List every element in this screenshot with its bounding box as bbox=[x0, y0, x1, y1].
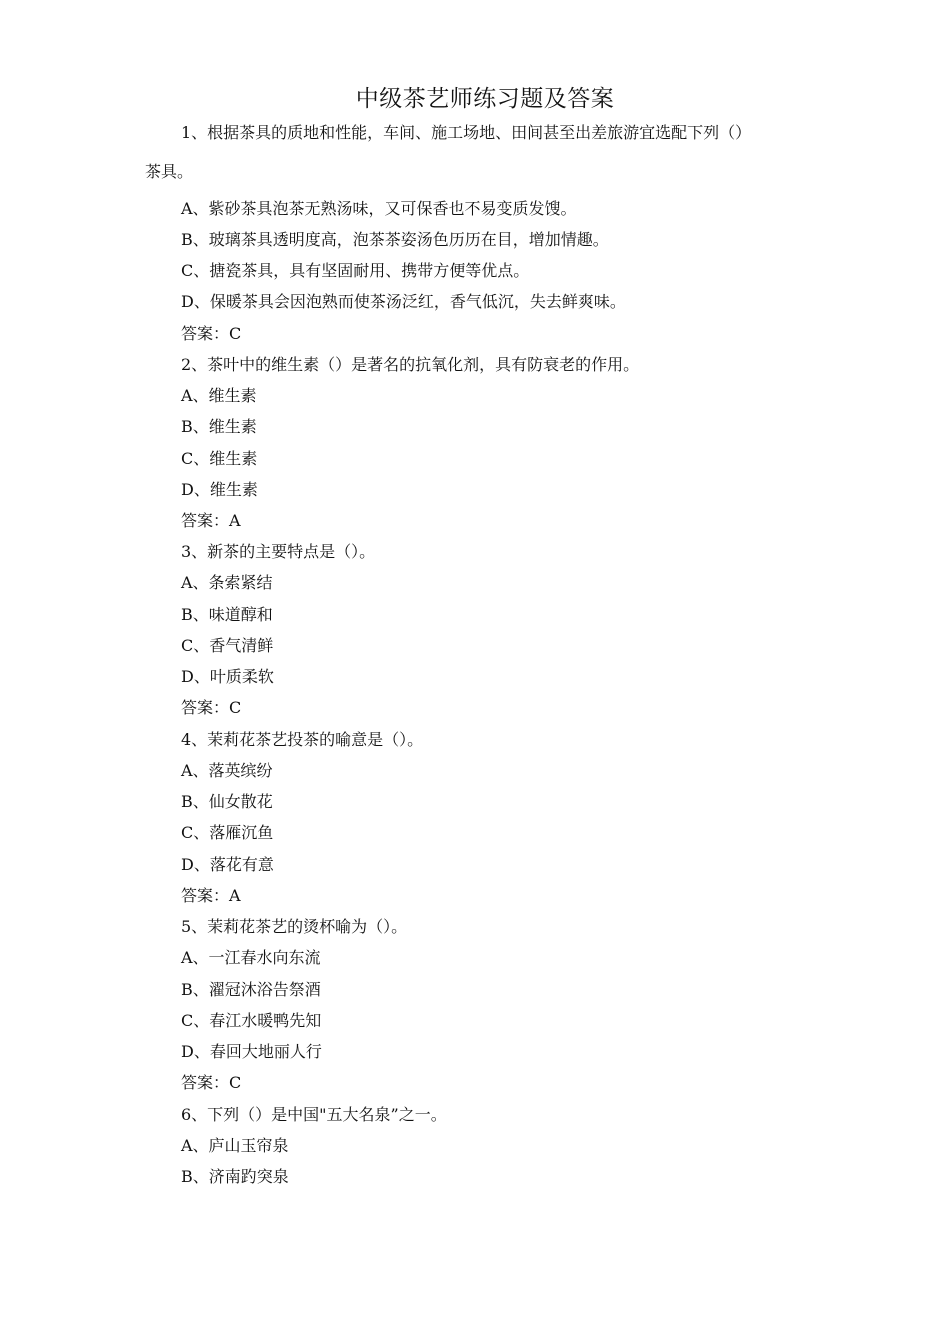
question-3-option-d: D、叶质柔软 bbox=[181, 667, 274, 686]
question-1-stem: 1、根据茶具的质地和性能，车间、施工场地、田间甚至出差旅游宜选配下列（） bbox=[181, 123, 752, 142]
question-4-answer: 答案：A bbox=[181, 886, 241, 905]
question-3-answer: 答案：C bbox=[181, 698, 242, 717]
document-title: 中级茶艺师练习题及答案 bbox=[355, 86, 615, 112]
question-1-answer: 答案：C bbox=[181, 324, 242, 343]
question-2-option-b: B、维生素 bbox=[181, 417, 257, 436]
question-3-stem: 3、新茶的主要特点是（）。 bbox=[181, 542, 376, 561]
question-4-option-a: A、落英缤纷 bbox=[181, 761, 273, 780]
question-6-option-b: B、济南趵突泉 bbox=[181, 1167, 289, 1186]
question-2-option-d: D、维生素 bbox=[181, 480, 258, 499]
question-4-stem: 4、茉莉花茶艺投茶的喻意是（）。 bbox=[181, 730, 424, 749]
question-5-option-d: D、春回大地丽人行 bbox=[181, 1042, 322, 1061]
question-3-option-c: C、香气清鲜 bbox=[181, 636, 274, 655]
question-1-option-b: B、玻璃茶具透明度高，泡茶茶姿汤色历历在目，增加情趣。 bbox=[181, 230, 609, 249]
question-5-option-a: A、一江春水向东流 bbox=[181, 948, 321, 967]
question-5-answer: 答案：C bbox=[181, 1073, 242, 1092]
question-5-stem: 5、茉莉花茶艺的烫杯喻为（）。 bbox=[181, 917, 408, 936]
question-1-option-d: D、保暖茶具会因泡熟而使茶汤泛红，香气低沉，失去鲜爽味。 bbox=[181, 292, 626, 311]
question-3-option-a: A、条索紧结 bbox=[181, 573, 273, 592]
question-4-option-d: D、落花有意 bbox=[181, 855, 274, 874]
question-5-option-c: C、春江水暖鸭先知 bbox=[181, 1011, 322, 1030]
question-6-option-a: A、庐山玉帘泉 bbox=[181, 1136, 289, 1155]
question-3-option-b: B、味道醇和 bbox=[181, 605, 273, 624]
question-2-answer: 答案：A bbox=[181, 511, 241, 530]
question-4-option-b: B、仙女散花 bbox=[181, 792, 273, 811]
question-5-option-b: B、濯冠沐浴告祭酒 bbox=[181, 980, 321, 999]
question-1-option-c: C、搪瓷茶具，具有坚固耐用、携带方便等优点。 bbox=[181, 261, 530, 280]
question-1-stem-continued: 茶具。 bbox=[145, 162, 194, 181]
question-1-option-a: A、紫砂茶具泡茶无熟汤味，又可保香也不易变质发馊。 bbox=[181, 199, 577, 218]
question-6-stem: 6、下列（）是中国"五大名泉”之一。 bbox=[181, 1105, 447, 1124]
question-4-option-c: C、落雁沉鱼 bbox=[181, 823, 274, 842]
question-2-option-c: C、维生素 bbox=[181, 449, 258, 468]
question-2-option-a: A、维生素 bbox=[181, 386, 257, 405]
question-2-stem: 2、茶叶中的维生素（）是著名的抗氧化剂，具有防衰老的作用。 bbox=[181, 355, 640, 374]
